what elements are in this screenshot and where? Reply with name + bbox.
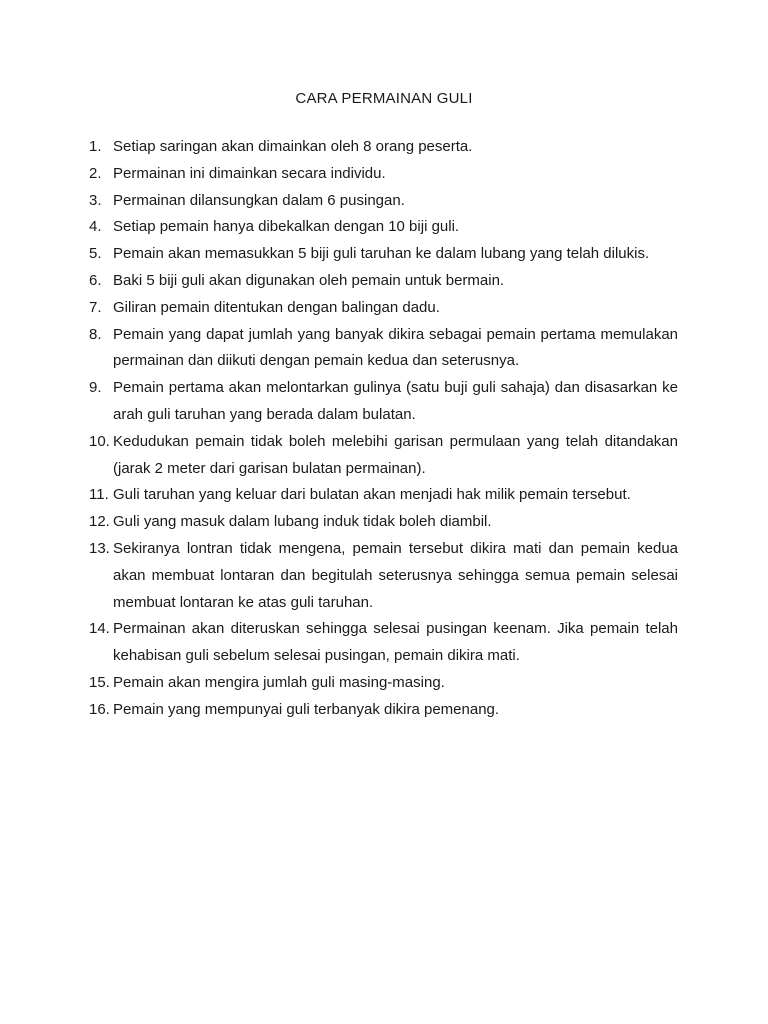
document-title: CARA PERMAINAN GULI: [295, 90, 473, 107]
list-item-text: Pemain akan memasukkan 5 biji guli taruhan ke dalam lubang yang telah dilukis.: [113, 245, 650, 263]
list-item: [89, 536, 678, 616]
list-item-number: 8.: [89, 325, 102, 343]
list-item: [89, 322, 678, 376]
list-item-number: 11.: [89, 486, 109, 504]
list-item-number: 14.: [89, 620, 110, 638]
list-item-text: Pemain pertama akan melontarkan gulinya (satu buji guli sahaja) dan disasarkan ke arah guli taruhan yang berada dalam bulatan.: [113, 379, 678, 423]
rules-list: [89, 134, 678, 724]
list-item: [89, 429, 678, 483]
list-item: [89, 188, 678, 215]
list-item-number: 4.: [89, 218, 102, 236]
list-item-text: Kedudukan pemain tidak boleh melebihi garisan permulaan yang telah ditandakan (jarak 2 meter dari garisan bulatan permainan).: [113, 432, 678, 477]
list-item: [89, 295, 678, 322]
list-item-text: Setiap pemain hanya dibekalkan dengan 10 biji guli.: [113, 218, 460, 236]
list-item: [89, 509, 678, 536]
list-item-number: 7.: [89, 298, 102, 316]
list-item-text: Permainan dilansungkan dalam 6 pusingan.: [113, 191, 405, 209]
list-item: [89, 375, 678, 429]
list-item-number: 2.: [89, 164, 102, 182]
list-item-text: Guli taruhan yang keluar dari bulatan akan menjadi hak milik pemain tersebut.: [113, 486, 631, 504]
list-item-number: 6.: [89, 271, 102, 289]
list-item: [89, 697, 678, 724]
list-item-number: 16.: [89, 700, 110, 718]
list-item-text: Giliran pemain ditentukan dengan balingan dadu.: [113, 298, 440, 316]
list-item: [89, 241, 678, 268]
list-item-number: 1.: [89, 138, 102, 155]
list-item-text: Pemain yang dapat jumlah yang banyak dikira sebagai pemain pertama memulakan permainan dan diikuti dengan pemain kedua dan seterusnya.: [113, 325, 678, 370]
list-item-number: 3.: [89, 191, 102, 209]
list-item-text: Baki 5 biji guli akan digunakan oleh pemain untuk bermain.: [113, 271, 505, 289]
list-item-text: Setiap saringan akan dimainkan oleh 8 orang peserta.: [113, 138, 473, 155]
list-item-number: 10.: [89, 432, 110, 450]
list-item-number: 15.: [89, 673, 110, 691]
list-item: [89, 161, 678, 188]
list-item-text: Pemain yang mempunyai guli terbanyak dikira pemenang.: [113, 700, 500, 718]
list-item-text: Sekiranya lontran tidak mengena, pemain tersebut dikira mati dan pemain kedua akan membuat lontaran dan begitulah seterusnya sehingga semua pemain selesai membuat lontaran ke atas guli taruhan.: [113, 539, 678, 611]
list-item-text: Permainan akan diteruskan sehingga selesai pusingan keenam. Jika pemain telah kehabisan guli sebelum selesai pusingan, pemain dikira mati.: [113, 620, 678, 665]
list-item-number: 13.: [89, 539, 110, 557]
list-item: [89, 616, 678, 670]
list-item: [89, 482, 678, 509]
list-item: [89, 134, 678, 161]
list-item: [89, 670, 678, 697]
list-item-number: 12.: [89, 513, 110, 531]
list-item-number: 5.: [89, 245, 102, 263]
list-item: [89, 214, 678, 241]
list-item-text: Guli yang masuk dalam lubang induk tidak boleh diambil.: [113, 513, 492, 531]
list-item-text: Permainan ini dimainkan secara individu.: [113, 164, 386, 182]
list-item-number: 9.: [89, 379, 102, 397]
list-item: [89, 268, 678, 295]
list-item-text: Pemain akan mengira jumlah guli masing-masing.: [113, 673, 445, 691]
